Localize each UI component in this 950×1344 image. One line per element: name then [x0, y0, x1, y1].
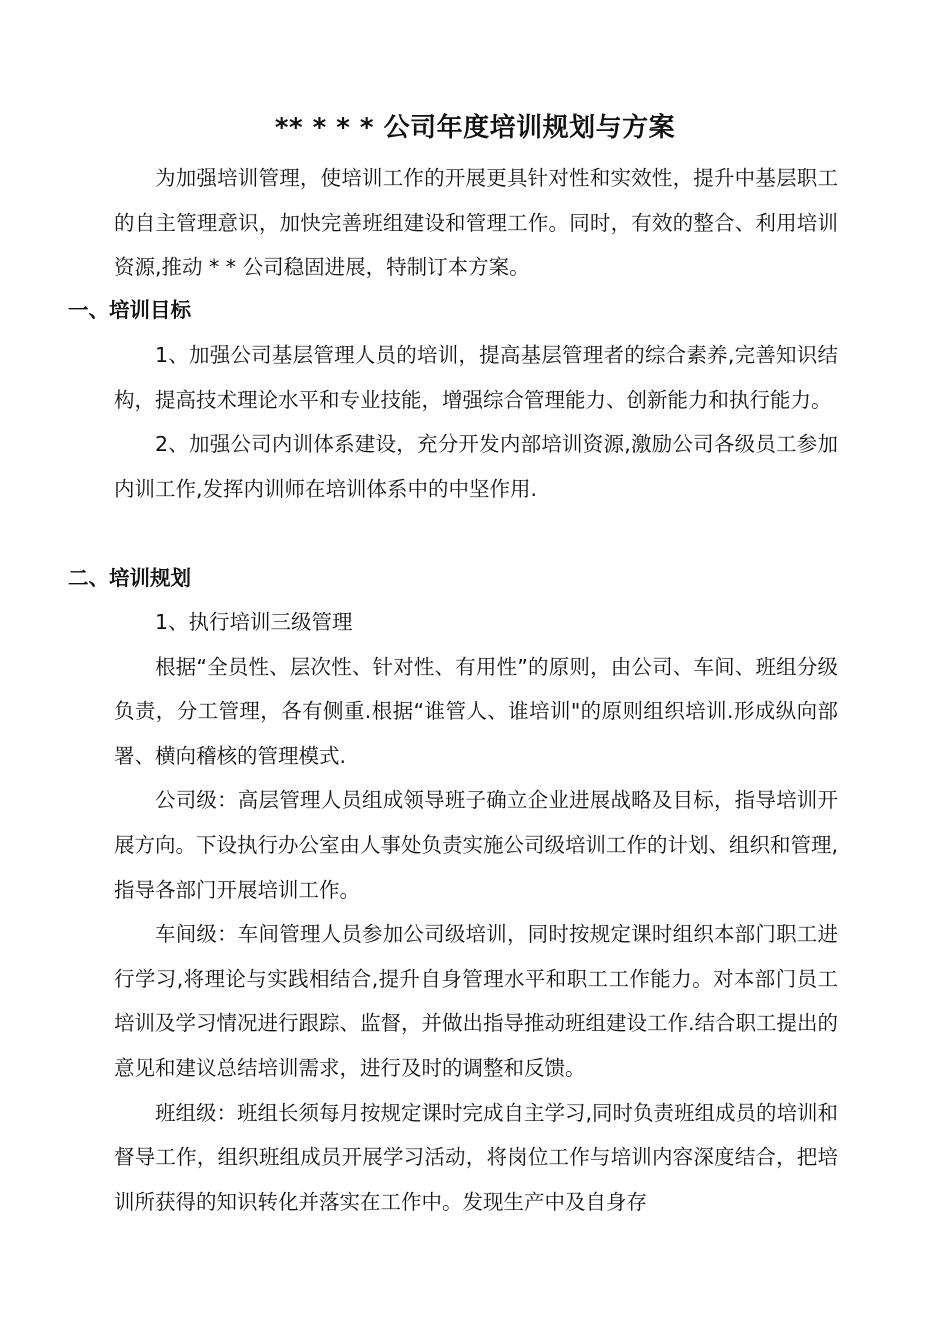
goals-block [114, 333, 838, 511]
plan-subheading: 1、执行培训三级管理 [155, 610, 353, 634]
goal-item-1: 1、加强公司基层管理人员的培训，提高基层管理者的综合素养,完善知识结构，提高技术理论水平和专业技能，增强综合管理能力、创新能力和执行能力。 [114, 343, 838, 412]
section-heading-goals: 一、培训目标 [68, 298, 191, 322]
document-title: ** * * * 公司年度培训规划与方案 [274, 113, 676, 143]
team-level-paragraph: 班组级：班组长须每月按规定课时完成自主学习,同时负责班组成员的培训和督导工作，组织班组成员开展学习活动，将岗位工作与培训内容深度结合，把培训所获得的知识转化并落实在工作中。发现生产中及自身存 [114, 1100, 839, 1214]
intro-paragraph: 为加强培训管理，使培训工作的开展更具针对性和实效性，提升中基层职工的自主管理意识，加快完善班组建设和管理工作。同时，有效的整合、利用培训资源,推动 * * 公司稳固进展，特制订本方案。 [114, 166, 838, 280]
intro-block [114, 156, 838, 290]
company-level-paragraph: 公司级：高层管理人员组成领导班子确立企业进展战略及目标，指导培训开展方向。下设执行办公室由人事处负责实施公司级培训工作的计划、组织和管理,指导各部门开展培训工作。 [114, 788, 839, 902]
plan-block [114, 600, 838, 1224]
plan-principle-paragraph: 根据“全员性、层次性、针对性、有用性”的原则，由公司、车间、班组分级负责，分工管理，各有侧重.根据“谁管人、谁培训"的原则组织培训.形成纵向部署、横向稽核的管理模式. [114, 654, 838, 768]
section-heading-plan: 二、培训规划 [68, 566, 191, 590]
goal-item-2: 2、加强公司内训体系建设，充分开发内部培训资源,激励公司各级员工参加内训工作,发挥内训师在培训体系中的中坚作用. [114, 432, 838, 501]
workshop-level-paragraph: 车间级：车间管理人员参加公司级培训，同时按规定课时组织本部门职工进行学习,将理论与实践相结合,提升自身管理水平和职工工作能力。对本部门员工培训及学习情况进行跟踪、监督，并做出指导推动班组建设工作.结合职工提出的意见和建议总结培训需求，进行及时的调整和反馈。 [114, 922, 839, 1080]
